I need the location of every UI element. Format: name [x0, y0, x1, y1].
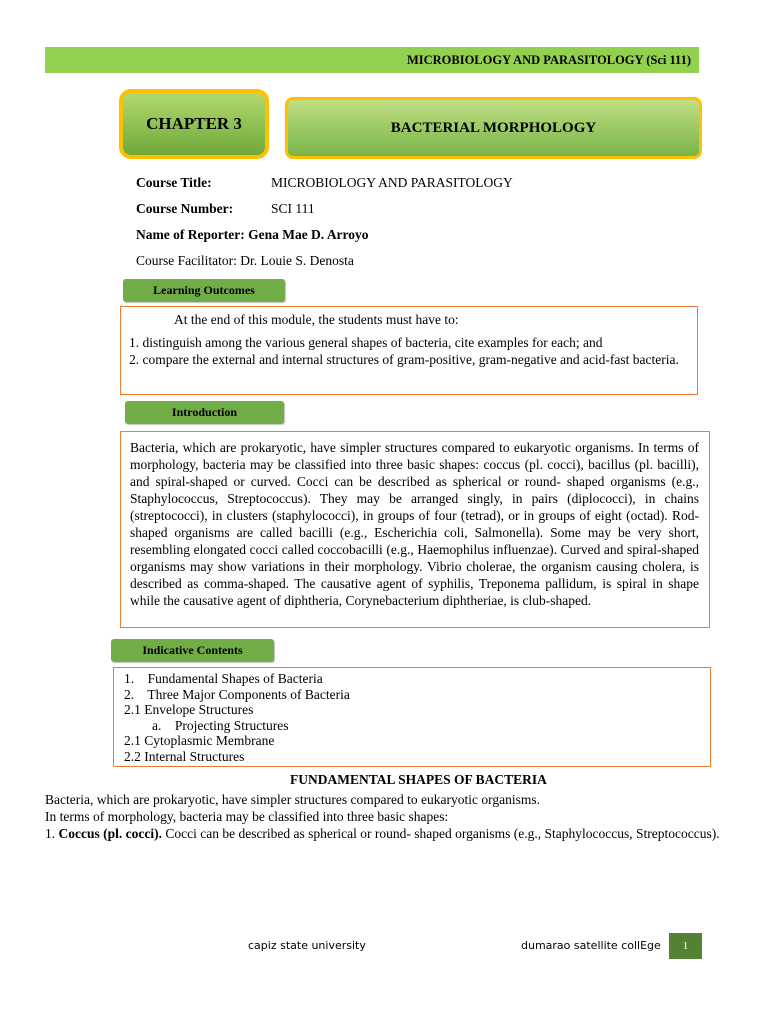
chapter-label-box	[119, 89, 269, 159]
coccus-paragraph	[45, 825, 738, 842]
contents-item: 1. Fundamental Shapes of Bacteria	[124, 671, 323, 686]
contents-item: 2. Three Major Components of Bacteria	[124, 686, 350, 702]
fundamental-line-2: In terms of morphology, bacteria may be classified into three basic shapes:	[45, 809, 449, 824]
course-title-label: Course Title:	[136, 175, 212, 190]
learning-outcomes-box	[120, 306, 698, 395]
indicative-contents-box	[113, 667, 711, 767]
learning-outcomes-intro: At the end of this module, the students must have to:	[174, 312, 459, 327]
course-number-value: SCI 111	[271, 201, 315, 216]
chapter-title-box	[285, 97, 702, 159]
learning-outcome-item: 1. distinguish among the various general shapes of bacteria, cite examples for each; and	[129, 335, 603, 350]
fundamental-shapes-heading: FUNDAMENTAL SHAPES OF BACTERIA	[290, 772, 547, 787]
contents-item: a. Projecting Structures	[152, 717, 289, 733]
header-title: MICROBIOLOGY AND PARASITOLOGY (Sci 111)	[406, 53, 691, 67]
course-title-value: MICROBIOLOGY AND PARASITOLOGY	[271, 175, 513, 190]
contents-item: 2.2 Internal Structures	[124, 748, 245, 764]
learning-outcomes-label: Learning Outcomes	[123, 279, 285, 302]
course-number-row	[136, 201, 315, 217]
introduction-box	[120, 431, 710, 628]
course-number-label: Course Number:	[136, 201, 234, 216]
coccus-number: 1.	[45, 826, 59, 841]
coccus-term: Coccus (pl. cocci).	[58, 826, 162, 841]
chapter-label: CHAPTER 3	[146, 114, 242, 133]
introduction-text: Bacteria, which are prokaryotic, have simpler structures compared to eukaryotic organisms. In terms of morphology, bacteria may be classified into three basic shapes: coccus (pl. cocci), bacillus (pl. bacilli), and spiral-shaped or curved. Cocci can be described as spherical or round- shaped organisms (e.g., Staphylococcus, Streptococcus). They may be arranged singly, in pairs (diplococci), in chains (streptococci), in clusters (staphylococci), in groups of four (tetrad), or in groups of eight (octad). Rod-shaped organisms are called bacilli (e.g., Escherichia coli, Salmonella). Some may be very short, resembling elongated cocci called coccobacilli (e.g., Haemophilus influenzae). Curved and spiral-shaped organisms may show variations in their morphology. Vibrio cholerae, the organism causing cholera, is described as comma-shaped. The causative agent of syphilis, Treponema pallidum, is spiral in shape while the causative agent of diphtheria, Corynebacterium diphtheriae, is club-shaped.	[130, 440, 699, 608]
chapter-title: BACTERIAL MORPHOLOGY	[390, 119, 597, 136]
reporter-name: Name of Reporter: Gena Mae D. Arroyo	[136, 227, 369, 242]
footer-university: capiz state university	[248, 939, 366, 952]
introduction-label: Introduction	[125, 401, 284, 424]
coccus-text: Cocci can be described as spherical or round- shaped organisms (e.g., Staphylococcus, Streptococcus).	[161, 826, 720, 841]
header-bar	[45, 47, 699, 73]
footer-college: dumarao satellite collEge	[521, 939, 661, 952]
contents-item: 2.1 Cytoplasmic Membrane	[124, 733, 275, 748]
course-title-row	[136, 175, 513, 191]
fundamental-line-1: Bacteria, which are prokaryotic, have simpler structures compared to eukaryotic organisms.	[45, 792, 540, 807]
learning-outcome-item: 2. compare the external and internal structures of gram-positive, gram-negative and acid-fast bacteria.	[129, 352, 679, 367]
page-number: 1	[669, 933, 702, 959]
indicative-contents-label: Indicative Contents	[111, 639, 274, 662]
contents-item: 2.1 Envelope Structures	[124, 702, 254, 717]
course-facilitator: Course Facilitator: Dr. Louie S. Denosta	[136, 253, 354, 268]
